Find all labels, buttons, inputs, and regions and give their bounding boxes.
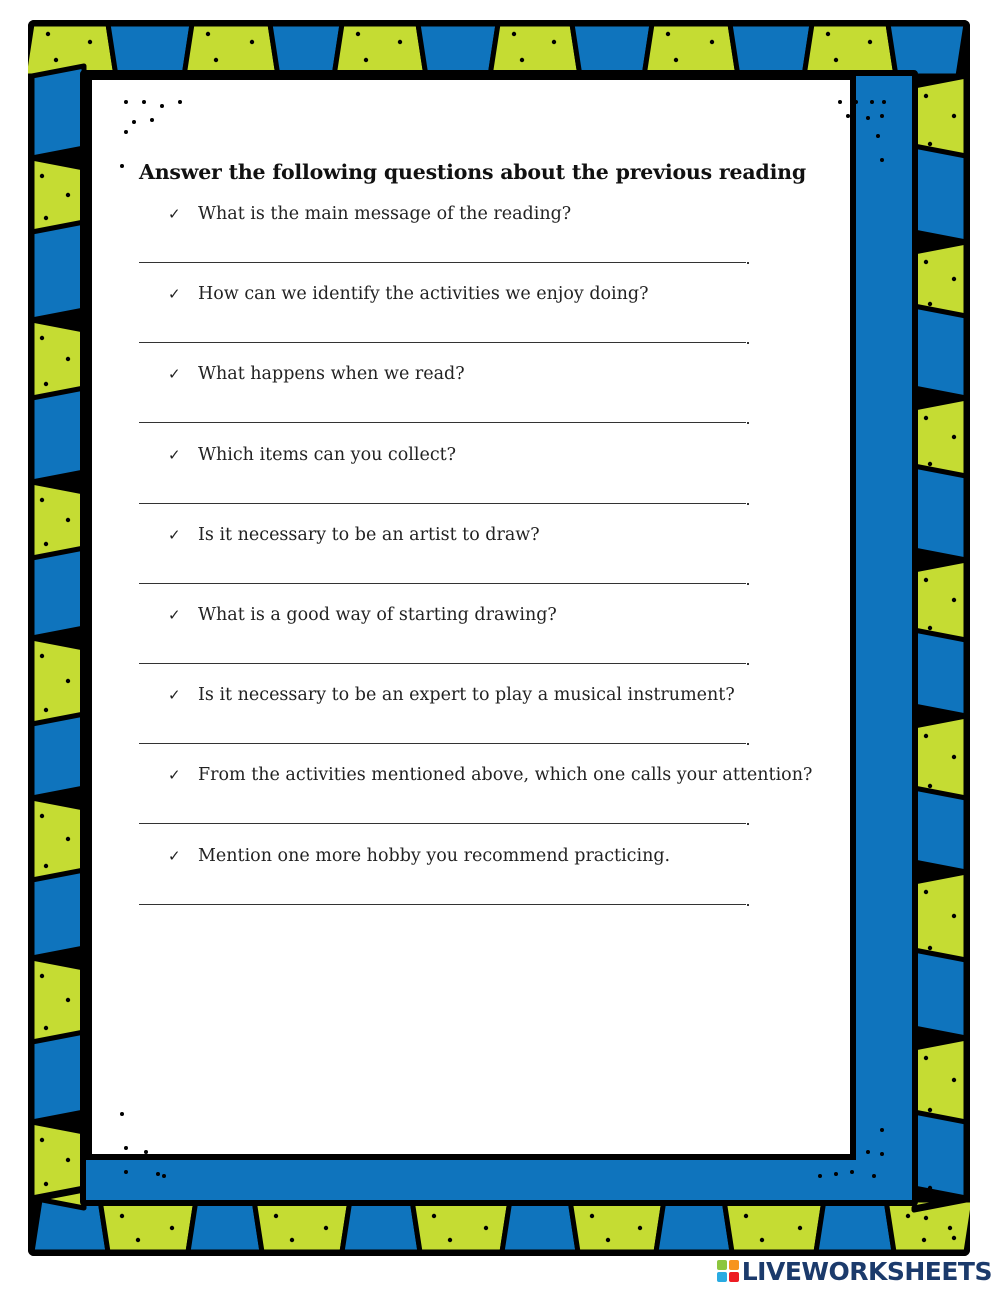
- decorative-dot: [870, 100, 874, 104]
- answer-line[interactable]: [139, 422, 746, 423]
- decorative-dot: [818, 1174, 822, 1178]
- answer-line[interactable]: [139, 503, 746, 504]
- answer-line[interactable]: [139, 342, 746, 343]
- answer-line-period: [747, 663, 749, 665]
- question-item: [168, 525, 540, 545]
- decorative-dot: [124, 1146, 128, 1150]
- decorative-dot: [124, 1170, 128, 1174]
- decorative-dot: [850, 1170, 854, 1174]
- question-item: [168, 284, 649, 304]
- logo-text: LIVEWORKSHEETS: [741, 1256, 992, 1286]
- decorative-dot: [880, 1152, 884, 1156]
- decorative-dot: [156, 1172, 160, 1176]
- checkmark-icon: ✓: [168, 686, 181, 705]
- decorative-dot: [132, 120, 136, 124]
- question-item: [168, 605, 557, 625]
- answer-line-period: [747, 503, 749, 505]
- decorative-dot: [872, 1174, 876, 1178]
- decorative-dot: [880, 1128, 884, 1132]
- answer-line[interactable]: [139, 823, 746, 824]
- decorative-dot: [124, 100, 128, 104]
- decorative-dot: [150, 118, 154, 122]
- answer-line[interactable]: [139, 663, 746, 664]
- decorative-dot: [160, 104, 164, 108]
- question-text: Which items can you collect?: [198, 444, 457, 465]
- question-item: [168, 364, 465, 384]
- decorative-dot: [876, 134, 880, 138]
- decorative-dot: [120, 164, 124, 168]
- decorative-dot: [178, 100, 182, 104]
- decorative-dot: [834, 1172, 838, 1176]
- decorative-dot: [866, 116, 870, 120]
- answer-line[interactable]: [139, 262, 746, 263]
- question-text: What is a good way of starting drawing?: [198, 605, 557, 625]
- decorative-dot: [838, 100, 842, 104]
- question-text: How can we identify the activities we enjoy doing?: [198, 284, 649, 305]
- answer-line-period: [747, 262, 749, 264]
- decorative-dot: [120, 1112, 124, 1116]
- decorative-dot: [846, 114, 850, 118]
- question-text: What is the main message of the reading?: [198, 204, 572, 224]
- question-item: [168, 765, 812, 785]
- answer-line-period: [747, 823, 749, 825]
- answer-line-period: [747, 743, 749, 745]
- answer-line[interactable]: [139, 583, 746, 584]
- question-text: Mention one more hobby you recommend practicing.: [198, 845, 671, 866]
- question-text: What happens when we read?: [198, 364, 465, 385]
- question-item: [168, 204, 571, 224]
- answer-line-period: [747, 583, 749, 585]
- question-text: Is it necessary to be an expert to play a musical instrument?: [198, 685, 735, 706]
- decorative-dot: [880, 114, 884, 118]
- decorative-dot: [866, 1150, 870, 1154]
- liveworksheets-logo: [717, 1256, 992, 1286]
- answer-line[interactable]: [139, 904, 746, 905]
- decorative-dot: [882, 100, 886, 104]
- decorative-dot: [854, 100, 858, 104]
- answer-line[interactable]: [139, 743, 746, 744]
- answer-line-period: [747, 422, 749, 424]
- decorative-dot: [124, 130, 128, 134]
- checkmark-icon: ✓: [168, 606, 181, 624]
- decorative-dot: [162, 1174, 166, 1178]
- question-text: Is it necessary to be an artist to draw?: [198, 524, 540, 545]
- checkmark-icon: ✓: [168, 525, 181, 544]
- question-item: [168, 846, 670, 866]
- answer-line-period: [747, 904, 749, 906]
- decorative-dot: [880, 158, 884, 162]
- question-item: [168, 445, 456, 465]
- checkmark-icon: ✓: [168, 766, 181, 785]
- checkmark-icon: ✓: [168, 365, 181, 384]
- decorative-dot: [142, 100, 146, 104]
- liveworksheets-logo-icon: [717, 1260, 739, 1282]
- worksheet-title: Answer the following questions about the previous reading: [139, 160, 806, 184]
- checkmark-icon: ✓: [168, 205, 181, 223]
- question-text: From the activities mentioned above, which one calls your attention?: [198, 765, 813, 786]
- checkmark-icon: ✓: [168, 445, 181, 464]
- question-item: [168, 685, 735, 705]
- checkmark-icon: ✓: [168, 285, 181, 304]
- decorative-dot: [144, 1150, 148, 1154]
- answer-line-period: [747, 342, 749, 344]
- checkmark-icon: ✓: [168, 846, 181, 865]
